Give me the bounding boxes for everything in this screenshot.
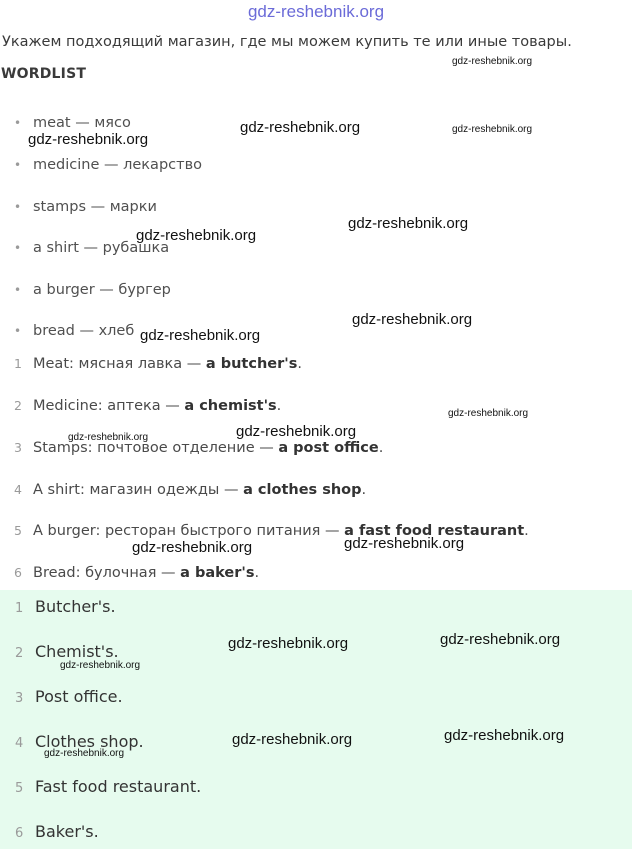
watermark: gdz-reshebnik.org — [440, 631, 561, 648]
bullet-icon: • — [14, 158, 22, 172]
watermark: gdz-reshebnik.org — [68, 432, 149, 443]
task-item: 2 Medicine: аптека — a chemist's. — [14, 398, 282, 414]
watermark: gdz-reshebnik.org — [444, 727, 565, 744]
task-item: 3 Stamps: почтовое отделение — a post office. — [14, 440, 384, 456]
task-item: 6 Bread: булочная — a baker's. — [14, 565, 260, 581]
watermark: gdz-reshebnik.org — [352, 311, 473, 328]
watermark: gdz-reshebnik.org — [132, 539, 253, 556]
watermark: gdz-reshebnik.org — [344, 535, 465, 552]
wordlist-item: • a shirt — рубашка — [14, 240, 170, 256]
answer-item: 1 Butcher's. — [15, 597, 116, 616]
task-item: 4 A shirt: магазин одежды — a clothes shop. — [14, 482, 367, 498]
wordlist-item: • stamps — марки — [14, 199, 157, 215]
answer-item: 3 Post office. — [15, 687, 123, 706]
answers-block — [0, 590, 632, 849]
intro-text: Укажем подходящий магазин, где мы можем купить те или иные товары. — [2, 34, 572, 50]
bullet-icon: • — [14, 116, 22, 130]
wordlist-item: • bread — хлеб — [14, 323, 135, 339]
bullet-icon: • — [14, 324, 22, 338]
site-header-link[interactable]: gdz-reshebnik.org — [247, 2, 385, 21]
watermark: gdz-reshebnik.org — [140, 327, 261, 344]
watermark: gdz-reshebnik.org — [228, 635, 349, 652]
watermark: gdz-reshebnik.org — [240, 119, 361, 136]
wordlist-title: WORDLIST — [1, 66, 87, 82]
watermark: gdz-reshebnik.org — [236, 423, 357, 440]
bullet-icon: • — [14, 241, 22, 255]
watermark: gdz-reshebnik.org — [136, 227, 257, 244]
watermark: gdz-reshebnik.org — [28, 131, 149, 148]
wordlist-item: • a burger — бургер — [14, 282, 171, 298]
watermark: gdz-reshebnik.org — [452, 56, 533, 67]
bullet-icon: • — [14, 283, 22, 297]
watermark: gdz-reshebnik.org — [452, 124, 533, 135]
task-item: 5 A burger: ресторан быстрого питания — a fast food restaurant. — [14, 523, 529, 539]
answer-item: 6 Baker's. — [15, 822, 99, 841]
answer-item: 5 Fast food restaurant. — [15, 777, 202, 796]
wordlist-item: • meat — мясо — [14, 115, 131, 131]
watermark: gdz-reshebnik.org — [60, 660, 141, 671]
watermark: gdz-reshebnik.org — [348, 215, 469, 232]
answer-item: 2 Chemist's. — [15, 642, 119, 661]
watermark: gdz-reshebnik.org — [448, 408, 529, 419]
watermark: gdz-reshebnik.org — [44, 748, 125, 759]
watermark: gdz-reshebnik.org — [232, 731, 353, 748]
bullet-icon: • — [14, 200, 22, 214]
task-item: 1 Meat: мясная лавка — a butcher's. — [14, 356, 302, 372]
wordlist-item: • medicine — лекарство — [14, 157, 202, 173]
answer-item: 4 Clothes shop. — [15, 732, 144, 751]
